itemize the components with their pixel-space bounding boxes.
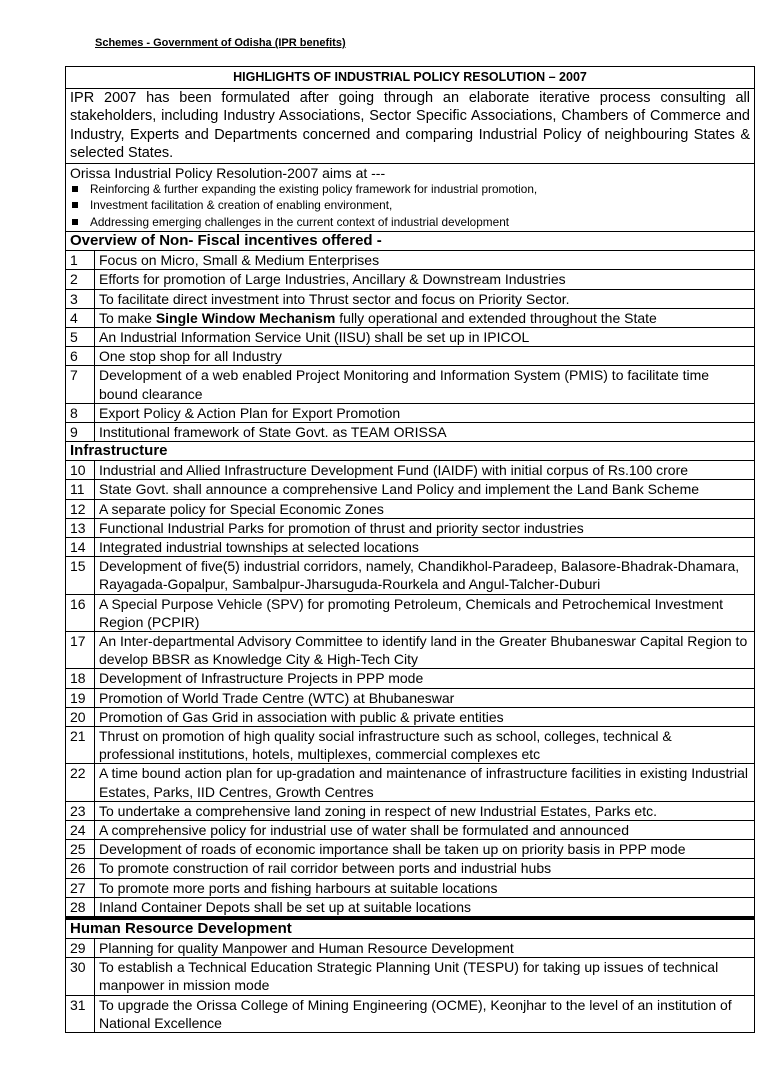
item-number: 16	[66, 594, 95, 631]
square-bullet-icon	[72, 202, 78, 208]
ipr-highlights-table	[65, 66, 755, 1033]
item-number: 19	[66, 688, 95, 707]
table-row	[66, 557, 755, 594]
item-text: Efforts for promotion of Large Industries, Ancillary & Downstream Industries	[95, 270, 755, 289]
section-header-row	[66, 920, 755, 939]
table-row	[66, 688, 755, 707]
item-number: 3	[66, 289, 95, 308]
item-number: 29	[66, 939, 95, 958]
table-row	[66, 308, 755, 327]
item-text: An Industrial Information Service Unit (IISU) shall be set up in IPICOL	[95, 327, 755, 346]
item-number: 30	[66, 958, 95, 995]
table-row	[66, 878, 755, 897]
item-text: Inland Container Depots shall be set up at suitable locations	[95, 897, 755, 916]
item-number: 11	[66, 480, 95, 499]
item-text: A Special Purpose Vehicle (SPV) for promoting Petroleum, Chemicals and Petrochemical Investment Region (PCPIR)	[95, 594, 755, 631]
intro-row	[66, 89, 755, 164]
intro-paragraph: IPR 2007 has been formulated after going through an elaborate iterative process consulting all stakeholders, including Industry Associations, Sector Specific Associations, Chambers of Commerce and Industry, Experts and Departments concerned and comparing Industrial Policy of neighbouring States & selected States.	[66, 89, 755, 164]
aims-bullet: Investment facilitation & creation of enabling environment,	[70, 197, 750, 214]
table-row	[66, 347, 755, 366]
square-bullet-icon	[72, 219, 78, 225]
item-number: 10	[66, 461, 95, 480]
table-row	[66, 327, 755, 346]
item-text: To establish a Technical Education Strategic Planning Unit (TESPU) for taking up issues of technical manpower in mission mode	[95, 958, 755, 995]
item-number: 20	[66, 707, 95, 726]
item-text: Thrust on promotion of high quality social infrastructure such as school, colleges, technical & professional institutions, hotels, multiplexes, commercial complexes etc	[95, 727, 755, 764]
table-row	[66, 631, 755, 668]
table-row	[66, 939, 755, 958]
item-number: 23	[66, 801, 95, 820]
item-text: Industrial and Allied Infrastructure Development Fund (IAIDF) with initial corpus of Rs.100 crore	[95, 461, 755, 480]
item-number: 27	[66, 878, 95, 897]
table-row	[66, 422, 755, 441]
item-number: 25	[66, 840, 95, 859]
item-number: 26	[66, 859, 95, 878]
item-number: 22	[66, 764, 95, 801]
item-number: 1	[66, 251, 95, 270]
item-text: To upgrade the Orissa College of Mining Engineering (OCME), Keonjhar to the level of an institution of National Excellence	[95, 995, 755, 1032]
item-text: To make Single Window Mechanism fully operational and extended throughout the State	[95, 308, 755, 327]
item-number: 12	[66, 499, 95, 518]
item-text: A comprehensive policy for industrial use of water shall be formulated and announced	[95, 821, 755, 840]
table-row	[66, 669, 755, 688]
table-row	[66, 801, 755, 820]
table-row	[66, 859, 755, 878]
table-row	[66, 461, 755, 480]
section-header-row	[66, 442, 755, 461]
item-number: 6	[66, 347, 95, 366]
table-row	[66, 270, 755, 289]
table-row	[66, 594, 755, 631]
item-text: One stop shop for all Industry	[95, 347, 755, 366]
item-text: Development of roads of economic importance shall be taken up on priority basis in PPP mode	[95, 840, 755, 859]
section-header-row	[66, 232, 755, 251]
item-text: Promotion of Gas Grid in association with public & private entities	[95, 707, 755, 726]
item-text: Promotion of World Trade Centre (WTC) at Bhubaneswar	[95, 688, 755, 707]
table-row	[66, 251, 755, 270]
item-number: 31	[66, 995, 95, 1032]
table-row	[66, 366, 755, 403]
table-row	[66, 840, 755, 859]
aims-cell	[66, 163, 755, 232]
item-text: Planning for quality Manpower and Human Resource Development	[95, 939, 755, 958]
item-number: 21	[66, 727, 95, 764]
table-row	[66, 499, 755, 518]
item-text: Focus on Micro, Small & Medium Enterprises	[95, 251, 755, 270]
item-text: An Inter-departmental Advisory Committee to identify land in the Greater Bhubaneswar Capital Region to develop BBSR as Knowledge City & High-Tech City	[95, 631, 755, 668]
aims-bullet: Addressing emerging challenges in the current context of industrial development	[70, 214, 750, 231]
item-number: 8	[66, 403, 95, 422]
item-number: 17	[66, 631, 95, 668]
section-title-hrd: Human Resource Development	[66, 920, 755, 939]
aims-bullet: Reinforcing & further expanding the existing policy framework for industrial promotion,	[70, 181, 750, 198]
item-number: 4	[66, 308, 95, 327]
table-row	[66, 518, 755, 537]
section-title-infrastructure: Infrastructure	[66, 442, 755, 461]
item-number: 13	[66, 518, 95, 537]
item-text: To promote construction of rail corridor between ports and industrial hubs	[95, 859, 755, 878]
table-row	[66, 821, 755, 840]
table-row	[66, 727, 755, 764]
table-row	[66, 764, 755, 801]
item-text: Development of five(5) industrial corridors, namely, Chandikhol-Paradeep, Balasore-Bhadrak-Dhamara, Rayagada-Gopalpur, Sambalpur-Jharsuguda-Rourkela and Angul-Talcher-Duburi	[95, 557, 755, 594]
table-row	[66, 537, 755, 556]
aims-row	[66, 163, 755, 232]
item-number: 9	[66, 422, 95, 441]
item-number: 7	[66, 366, 95, 403]
item-text: Export Policy & Action Plan for Export Promotion	[95, 403, 755, 422]
item-number: 24	[66, 821, 95, 840]
item-text: Functional Industrial Parks for promotion of thrust and priority sector industries	[95, 518, 755, 537]
item-text: Development of Infrastructure Projects in PPP mode	[95, 669, 755, 688]
item-number: 14	[66, 537, 95, 556]
table-heading: HIGHLIGHTS OF INDUSTRIAL POLICY RESOLUTION – 2007	[66, 67, 755, 89]
item-text: Development of a web enabled Project Monitoring and Information System (PMIS) to facilitate time bound clearance	[95, 366, 755, 403]
table-row	[66, 707, 755, 726]
table-row	[66, 958, 755, 995]
document-title: Schemes - Government of Odisha (IPR benefits)	[95, 37, 346, 49]
table-heading-row	[66, 67, 755, 89]
section-title-non-fiscal: Overview of Non- Fiscal incentives offered -	[66, 232, 755, 251]
item-text: A time bound action plan for up-gradation and maintenance of infrastructure facilities in existing Industrial Estates, Parks, IID Centres, Growth Centres	[95, 764, 755, 801]
table-row	[66, 995, 755, 1032]
item-number: 28	[66, 897, 95, 916]
table-row	[66, 480, 755, 499]
item-number: 5	[66, 327, 95, 346]
item-number: 15	[66, 557, 95, 594]
square-bullet-icon	[72, 186, 78, 192]
aims-heading: Orissa Industrial Policy Resolution-2007 aims at ---	[70, 164, 386, 181]
table-row	[66, 289, 755, 308]
item-text: Integrated industrial townships at selected locations	[95, 537, 755, 556]
item-text: To promote more ports and fishing harbours at suitable locations	[95, 878, 755, 897]
item-text: State Govt. shall announce a comprehensive Land Policy and implement the Land Bank Scheme	[95, 480, 755, 499]
item-number: 2	[66, 270, 95, 289]
item-text: To undertake a comprehensive land zoning in respect of new Industrial Estates, Parks etc.	[95, 801, 755, 820]
item-text: A separate policy for Special Economic Zones	[95, 499, 755, 518]
single-window-emphasis: Single Window Mechanism	[155, 309, 336, 326]
item-text: Institutional framework of State Govt. as TEAM ORISSA	[95, 422, 755, 441]
item-number: 18	[66, 669, 95, 688]
item-text: To facilitate direct investment into Thrust sector and focus on Priority Sector.	[95, 289, 755, 308]
table-row	[66, 897, 755, 916]
table-row	[66, 403, 755, 422]
